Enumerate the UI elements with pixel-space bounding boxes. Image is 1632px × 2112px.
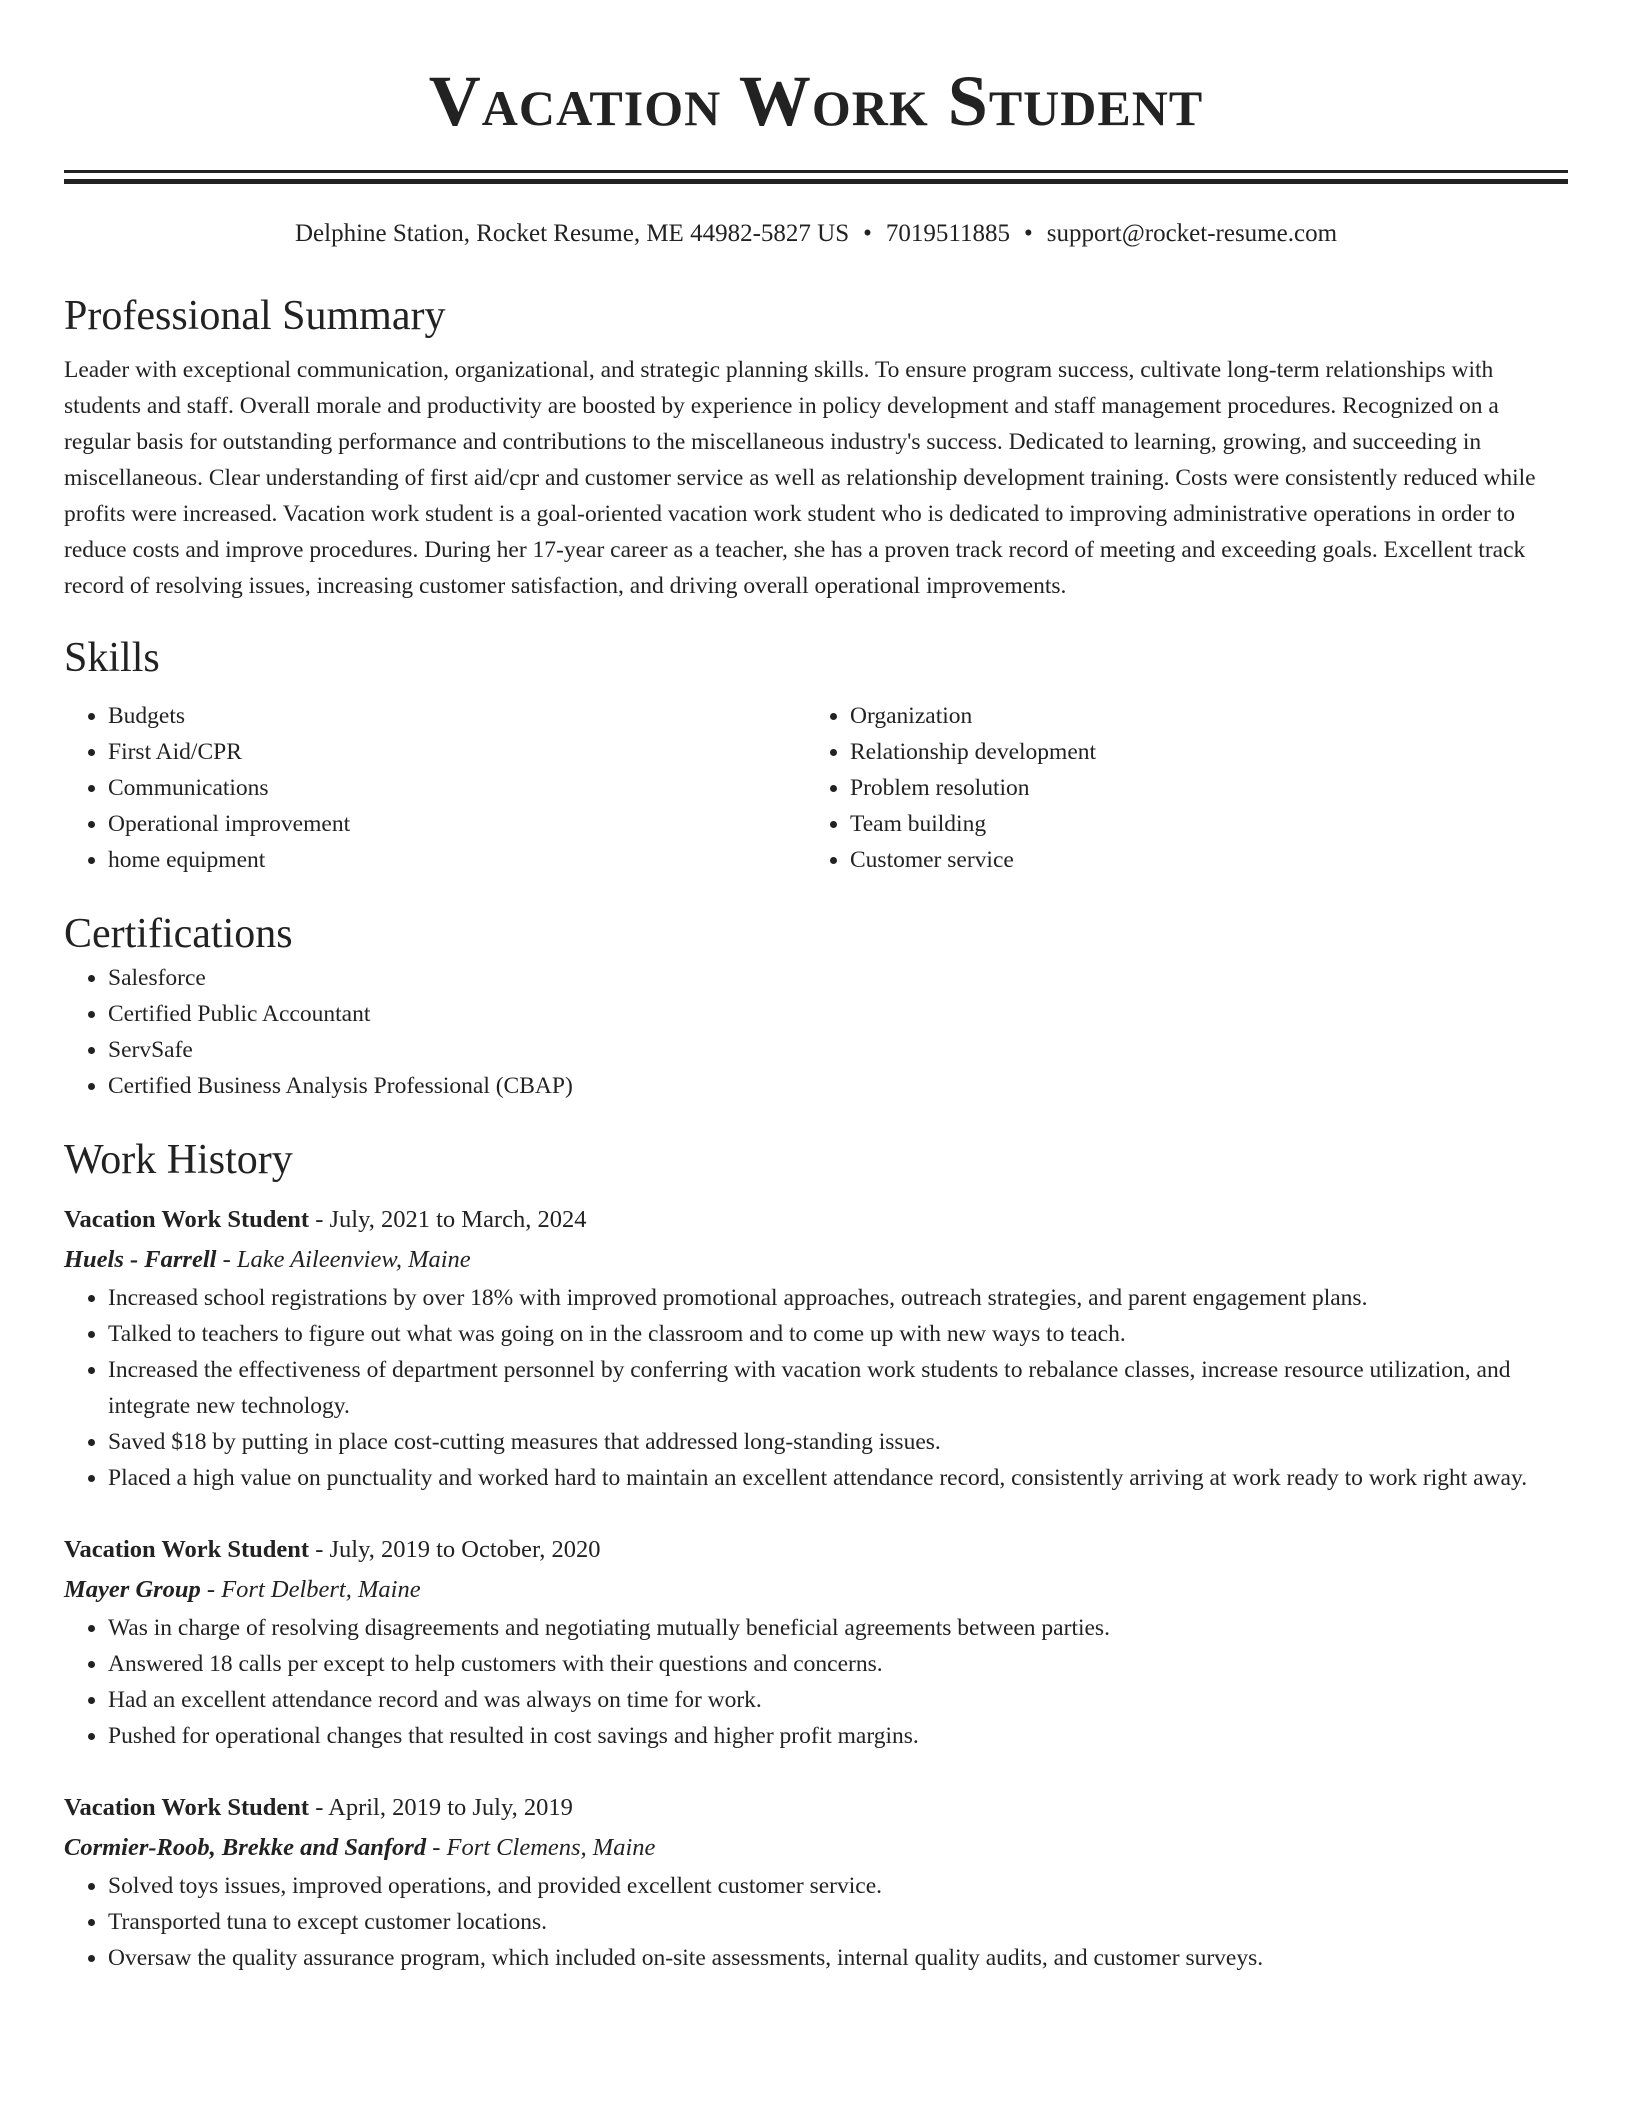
certifications-list [64, 960, 1568, 1104]
skills-list-left [64, 698, 806, 878]
section-title-summary: Professional Summary [64, 293, 446, 339]
contact-line [64, 218, 1568, 250]
certification-item: • Salesforce [108, 960, 1568, 996]
header-divider-top [64, 170, 1568, 173]
skills-section [64, 632, 1568, 878]
job-location: - Fort Clemens, Maine [426, 1834, 656, 1861]
skills-grid [64, 698, 1568, 878]
skills-column-left [64, 698, 806, 878]
skill-item: • Customer service [850, 842, 1548, 878]
job-bullet: • Transported tuna to except customer locations. [108, 1904, 1568, 1940]
job-company: Mayer Group [64, 1576, 201, 1603]
job-title-line [64, 1200, 1568, 1240]
job-dates: - July, 2021 to March, 2024 [309, 1206, 587, 1233]
job-company-line [64, 1570, 1568, 1610]
skills-list-right [806, 698, 1548, 878]
resume-page [64, 0, 1568, 1976]
job-location: - Fort Delbert, Maine [200, 1576, 421, 1603]
header-divider-bottom [64, 179, 1568, 184]
job-company: Huels - Farrell [64, 1246, 217, 1273]
job-location: - Lake Aileenview, Maine [216, 1246, 471, 1273]
section-title-skills: Skills [64, 635, 160, 681]
skills-column-right [806, 698, 1548, 878]
job-bullet-list [64, 1280, 1568, 1496]
job-bullet: • Was in charge of resolving disagreements and negotiating mutually beneficial agreements between parties. [108, 1610, 1568, 1646]
job-bullet: • Increased the effectiveness of department personnel by conferring with vacation work students to rebalance classes, increase resource utilization, and integrate new technology. [108, 1352, 1568, 1424]
contact-separator: • [1023, 220, 1033, 247]
certifications-section [64, 908, 1568, 1104]
job-bullet: • Solved toys issues, improved operations, and provided excellent customer service. [108, 1868, 1568, 1904]
job-company-line [64, 1240, 1568, 1280]
job-entry [64, 1200, 1568, 1496]
job-title: Vacation Work Student [64, 1206, 310, 1233]
summary-text: Leader with exceptional communication, organizational, and strategic planning skills. To ensure program success, cultivate long-term relationships with students and staff. Overall morale and productivity are boosted by experience in policy development and staff management procedures. Recognized on a regular basis for outstanding performance and contributions to the miscellaneous industry's success. Dedicated to learning, growing, and succeeding in miscellaneous. Clear understanding of first aid/cpr and customer service as well as relationship development training. Costs were consistently reduced while profits were increased. Vacation work student is a goal-oriented vacation work student who is dedicated to improving administrative operations in order to reduce costs and improve procedures. During her 17-year career as a teacher, she has a proven track record of meeting and exceeding goals. Excellent track record of resolving issues, increasing customer satisfaction, and driving overall operational improvements. [64, 357, 1536, 599]
certification-item: • Certified Business Analysis Professional (CBAP) [108, 1068, 1568, 1104]
skill-item: • Problem resolution [850, 770, 1548, 806]
skill-item: • Organization [850, 698, 1548, 734]
certification-item: • ServSafe [108, 1032, 1568, 1068]
job-title-line [64, 1530, 1568, 1570]
job-bullet: • Increased school registrations by over 18% with improved promotional approaches, outreach strategies, and parent engagement plans. [108, 1280, 1568, 1316]
certification-item: • Certified Public Accountant [108, 996, 1568, 1032]
resume-name: Vacation Work Student [428, 61, 1204, 141]
job-bullet: • Saved $18 by putting in place cost-cutting measures that addressed long-standing issues. [108, 1424, 1568, 1460]
job-title: Vacation Work Student [64, 1536, 310, 1563]
skill-item: • home equipment [108, 842, 806, 878]
job-entry [64, 1788, 1568, 1976]
contact-email: support@rocket-resume.com [1046, 220, 1338, 247]
skill-item: • Budgets [108, 698, 806, 734]
contact-address: Delphine Station, Rocket Resume, ME 44982-5827 US [294, 220, 850, 247]
contact-separator: • [863, 220, 872, 247]
skill-item: • Operational improvement [108, 806, 806, 842]
job-dates: - April, 2019 to July, 2019 [309, 1794, 573, 1821]
job-title-line [64, 1788, 1568, 1828]
skill-item: • First Aid/CPR [108, 734, 806, 770]
job-title: Vacation Work Student [64, 1794, 310, 1821]
contact-phone: 7019511885 [885, 220, 1010, 247]
job-dates: - July, 2019 to October, 2020 [309, 1536, 601, 1563]
section-title-work-history: Work History [64, 1137, 293, 1183]
work-history-section [64, 1134, 1568, 1976]
job-bullet: • Had an excellent attendance record and was always on time for work. [108, 1682, 1568, 1718]
job-bullet: • Talked to teachers to figure out what was going on in the classroom and to come up with new ways to teach. [108, 1316, 1568, 1352]
job-bullet: • Placed a high value on punctuality and worked hard to maintain an excellent attendance record, consistently arriving at work ready to work right away. [108, 1460, 1568, 1496]
job-bullet-list [64, 1610, 1568, 1754]
section-title-certifications: Certifications [64, 911, 293, 957]
job-bullet: • Answered 18 calls per except to help customers with their questions and concerns. [108, 1646, 1568, 1682]
job-entry [64, 1530, 1568, 1754]
job-bullet: • Oversaw the quality assurance program, which included on-site assessments, internal quality audits, and customer surveys. [108, 1940, 1568, 1976]
job-bullet: • Pushed for operational changes that resulted in cost savings and higher profit margins. [108, 1718, 1568, 1754]
professional-summary-section [64, 290, 1568, 604]
job-company: Cormier-Roob, Brekke and Sanford [64, 1834, 427, 1861]
skill-item: • Relationship development [850, 734, 1548, 770]
job-company-line [64, 1828, 1568, 1868]
job-bullet-list [64, 1868, 1568, 1976]
skill-item: • Team building [850, 806, 1548, 842]
skill-item: • Communications [108, 770, 806, 806]
